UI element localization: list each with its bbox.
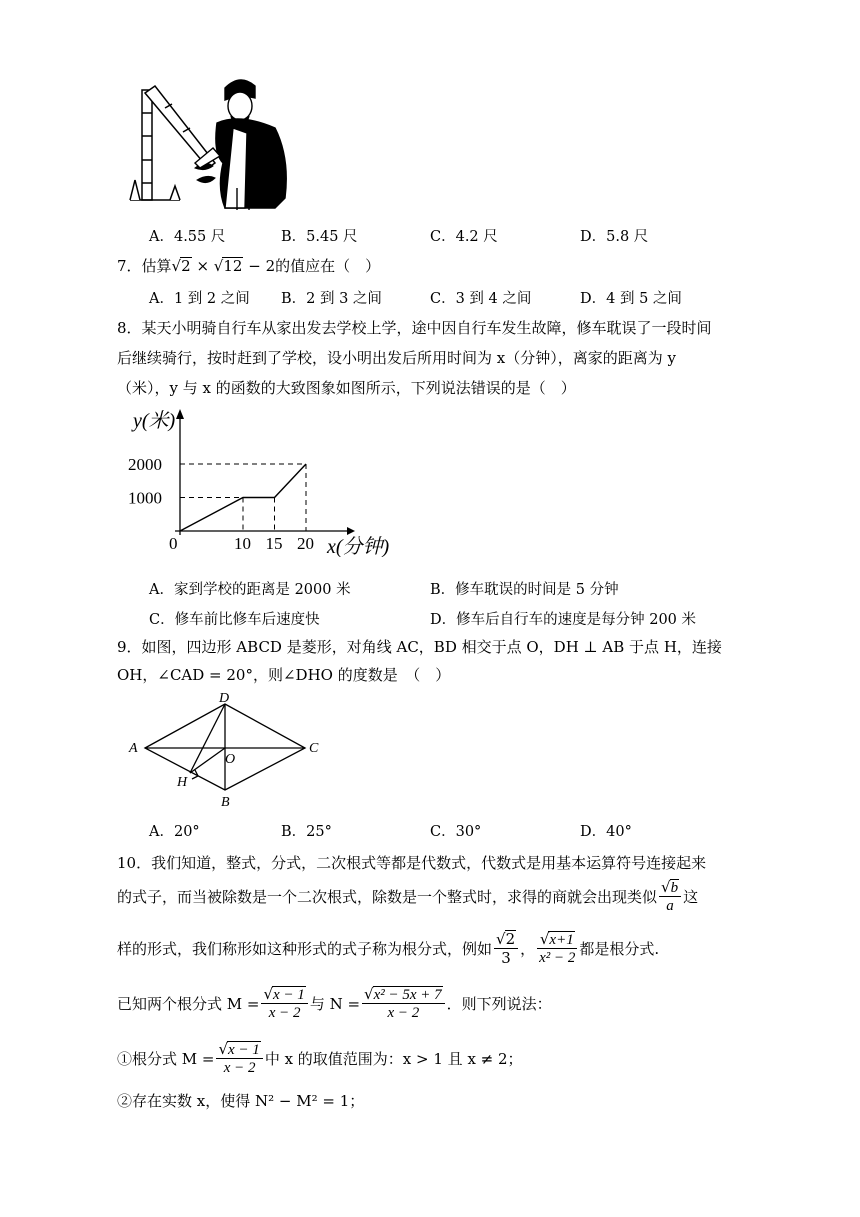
- q7-option-a[interactable]: A．1 到 2 之间: [149, 291, 250, 307]
- q10-item-2: ②存在实数 x，使得 N² − M² = 1；: [117, 1092, 365, 1110]
- y-axis-arrow: [176, 409, 184, 419]
- q8-option-c[interactable]: C．修车前比修车后速度快: [149, 612, 320, 628]
- q9-stem-line2: OH，∠CAD = 20°，则∠DHO 的度数是 （ ）: [117, 666, 451, 684]
- q8-option-a[interactable]: A．家到学校的距离是 2000 米: [149, 582, 351, 598]
- q9-option-b[interactable]: B．25°: [281, 824, 332, 840]
- x-axis-arrow: [347, 527, 355, 535]
- x-tick-label-10: 10: [234, 534, 251, 553]
- q10-stem-line3: 样的形式，我们称形如这种形式的式子称为根分式，例如 $\frac{√2}{3}$ ， $\frac{√x+1}{\text{x² − 2}}$ 都是根分式.: [117, 930, 660, 967]
- x-tick-label-0: 0: [169, 534, 178, 553]
- q10-stem-line2: 的式子，而当被除数是一个二次根式，除数是一个整式时，求得的商就会出现类似 $\frac{√b}{a}$ 这: [117, 878, 699, 914]
- q7-option-d[interactable]: D．4 到 5 之间: [580, 291, 682, 307]
- y-tick-label-2000: 2000: [128, 455, 162, 474]
- q8-stem-line1: 8．某天小明骑自行车从家出发去学校上学，途中因自行车发生故障，修车耽误了一段时间: [117, 319, 712, 337]
- point-b-label: B: [221, 795, 230, 810]
- q6-option-a[interactable]: A．4.55 尺: [149, 229, 226, 245]
- q7-stem: 7．估算√2 × √12 − 2的值应在（ ）: [117, 257, 381, 275]
- q8-option-d[interactable]: D．修车后自行车的速度是每分钟 200 米: [430, 612, 697, 628]
- point-h-label: H: [177, 775, 188, 790]
- q9-stem-line1: 9．如图，四边形 ABCD 是菱形，对角线 AC，BD 相交于点 O，DH ⊥ AB 于点 H，连接: [117, 638, 722, 656]
- q7-option-b[interactable]: B．2 到 3 之间: [281, 291, 382, 307]
- q10-stem-line4: 已知两个根分式 M = $\frac{√x - 1}{x - 2}$ 与 N = $\frac{\text{√x² − 5x + 7}}{x - 2}$ ．则下列说法：: [117, 985, 552, 1021]
- q10-item-1: ①根分式 M = $\frac{√x - 1}{x - 2}$ 中 x 的取值范围为：x > 1 且 x ≠ 2；: [117, 1040, 523, 1076]
- q7-option-c[interactable]: C．3 到 4 之间: [430, 291, 532, 307]
- rhombus-figure: [125, 690, 330, 810]
- x-axis-label: x(分钟): [327, 536, 390, 557]
- q8-option-b[interactable]: B．修车耽误的时间是 5 分钟: [430, 582, 619, 598]
- y-axis-label: y(米): [133, 410, 176, 432]
- q6-option-b[interactable]: B．5.45 尺: [281, 229, 358, 245]
- q6-option-d[interactable]: D．5.8 尺: [580, 229, 649, 245]
- point-o-label: O: [225, 752, 236, 767]
- q9-option-c[interactable]: C．30°: [430, 824, 482, 840]
- q6-option-c[interactable]: C．4.2 尺: [430, 229, 498, 245]
- q9-option-d[interactable]: D．40°: [580, 824, 632, 840]
- y-tick-label-1000: 1000: [128, 488, 162, 508]
- x-tick-label-20: 20: [297, 534, 314, 553]
- q10-stem-line1: 10．我们知道，整式，分式，二次根式等都是代数式，代数式是用基本运算符号连接起来: [117, 854, 707, 872]
- point-c-label: C: [309, 741, 319, 756]
- q8-stem-line3: （米），y 与 x 的函数的大致图象如图所示，下列说法错误的是（ ）: [117, 379, 576, 397]
- point-a-label: A: [129, 741, 138, 756]
- x-tick-label-15: 15: [265, 534, 283, 553]
- q8-stem-line2: 后继续骑行，按时赶到了学校，设小明出发后所用时间为 x（分钟），离家的距离为 y: [117, 349, 676, 367]
- distance-time-chart: [125, 405, 395, 557]
- q9-option-a[interactable]: A．20°: [149, 824, 200, 840]
- point-d-label: D: [219, 691, 230, 706]
- bamboo-figure-illustration: [125, 68, 295, 216]
